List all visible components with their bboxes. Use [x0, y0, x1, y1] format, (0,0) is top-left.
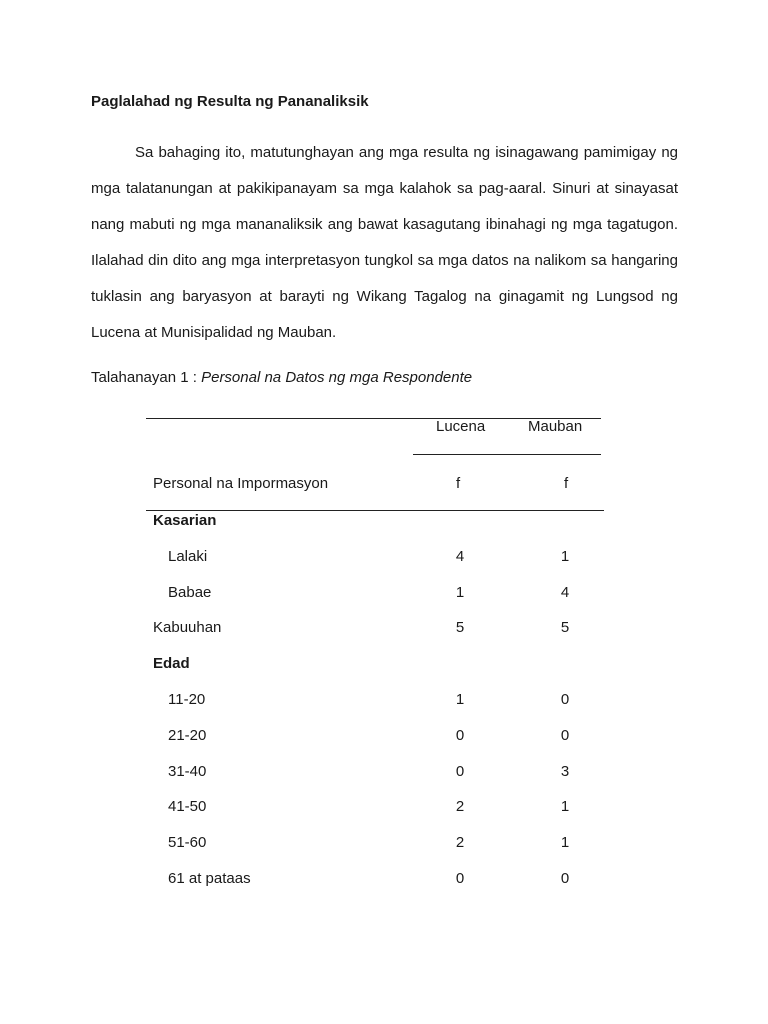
cell-lucena: 4 — [455, 547, 465, 565]
cell-lucena: 2 — [455, 834, 465, 852]
cell-lucena: 1 — [455, 691, 465, 708]
cell-mauban: 1 — [560, 834, 570, 852]
cell-mauban: 0 — [560, 870, 570, 887]
row-label: Kabuuhan — [153, 619, 222, 637]
table-row — [0, 619, 768, 655]
cell-mauban: 1 — [560, 798, 570, 816]
table-row — [0, 763, 768, 799]
row-label: Babae — [168, 583, 212, 601]
table-caption-title: Personal na Datos ng mga Respondente — [201, 369, 473, 386]
cell-lucena: 5 — [455, 619, 465, 637]
cell-mauban: 0 — [560, 726, 570, 744]
cell-lucena: 2 — [455, 798, 465, 816]
table-row — [0, 548, 768, 584]
cell-mauban: 1 — [560, 547, 570, 565]
table-caption — [91, 369, 472, 386]
table-row — [0, 584, 768, 620]
table-header-rule — [146, 510, 604, 511]
table-row — [0, 655, 768, 691]
cell-lucena: 0 — [455, 726, 465, 744]
table-row — [0, 834, 768, 870]
row-label: 11-20 — [168, 691, 206, 708]
row-label: 21-20 — [168, 726, 207, 744]
frequency-header-mauban: f — [564, 475, 569, 492]
info-column-header: Personal na Impormasyon — [153, 475, 329, 492]
row-label: 41-50 — [168, 798, 207, 816]
table-caption-prefix: Talahanayan 1 : — [91, 369, 202, 386]
row-label: Lalaki — [168, 547, 208, 565]
cell-lucena: 1 — [455, 583, 465, 601]
table-row — [0, 512, 768, 548]
row-label: 51-60 — [168, 834, 207, 852]
cell-lucena: 0 — [455, 762, 465, 780]
cell-mauban: 5 — [560, 619, 570, 637]
column-header-mauban: Mauban — [528, 418, 583, 435]
row-section-label: Edad — [153, 655, 190, 673]
frequency-header-lucena: f — [456, 475, 461, 492]
table-row — [0, 798, 768, 834]
table-row — [0, 691, 768, 727]
row-label: 31-40 — [168, 762, 207, 780]
body-paragraph: Sa bahaging ito, matutunghayan ang mga resulta ng isinagawang pamimigay ng mga talatanungan at pakikipanayam sa mga kalahok sa pag-aaral. Sinuri at sinayasat nang mabuti ng mga mananaliksik ang bawat kasagutang ibinahagi ng mga tagatugon. Ilalahad din dito ang mga interpretasyon tungkol sa mga datos na nalikom sa hangaring tuklasin ang baryasyon at barayti ng Wikang Tagalog na ginagamit ng Lungsod ng Lucena at Munisipalidad ng Mauban. — [91, 144, 678, 341]
section-heading: Paglalahad ng Resulta ng Pananaliksik — [91, 93, 369, 110]
table-row — [0, 727, 768, 763]
row-section-label: Kasarian — [153, 512, 217, 529]
row-label: 61 at pataas — [168, 870, 251, 887]
cell-mauban: 0 — [560, 691, 570, 708]
cell-lucena: 0 — [455, 870, 465, 887]
table-row — [0, 870, 768, 906]
cell-mauban: 3 — [560, 762, 570, 780]
column-header-lucena: Lucena — [436, 418, 486, 435]
column-group-rule — [413, 454, 601, 455]
cell-mauban: 4 — [560, 583, 570, 601]
